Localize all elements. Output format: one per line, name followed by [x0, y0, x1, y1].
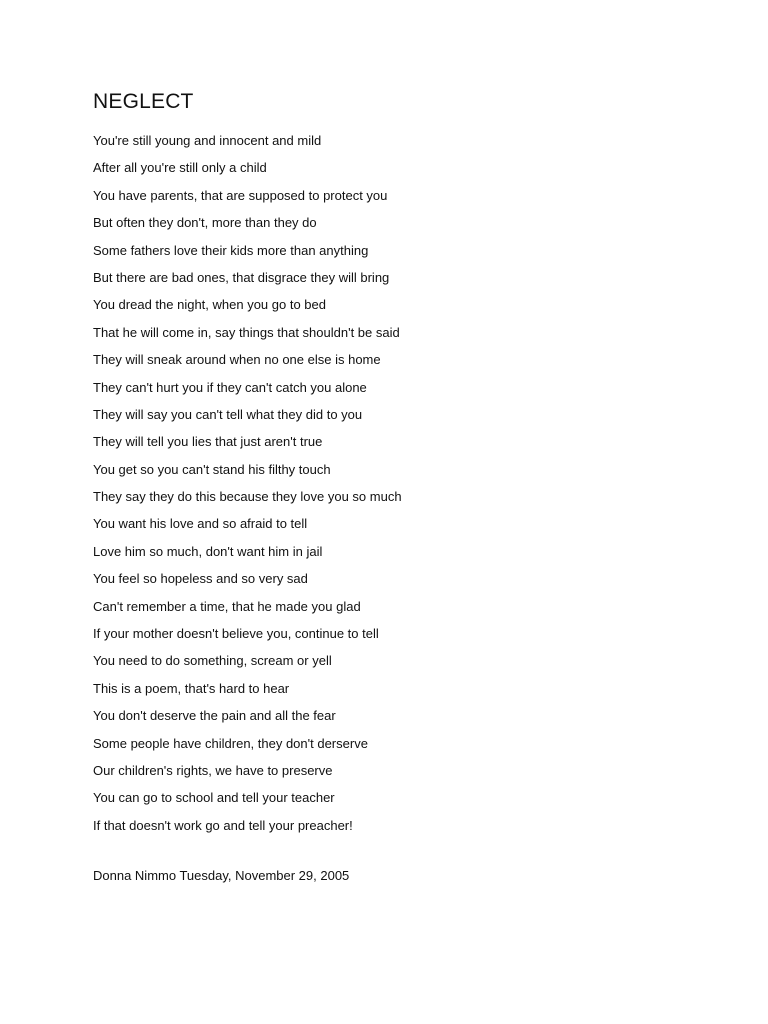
poem-line: Some fathers love their kids more than anything	[93, 242, 369, 258]
poem-line: You're still young and innocent and mild	[93, 133, 322, 148]
poem-line: You have parents, that are supposed to protect you	[93, 187, 388, 203]
poem-line: That he will come in, say things that shouldn't be said	[93, 324, 400, 340]
poem-line: But there are bad ones, that disgrace they will bring	[93, 269, 390, 285]
poem-title: NEGLECT	[93, 90, 194, 113]
poem-line: You can go to school and tell your teacher	[93, 790, 335, 806]
poem-body	[93, 127, 402, 839]
poem-line: Some people have children, they don't derserve	[93, 735, 368, 751]
poem-line: They will tell you lies that just aren't true	[93, 434, 323, 450]
poem-line: After all you're still only a child	[93, 160, 267, 176]
poem-line: This is a poem, that's hard to hear	[93, 680, 290, 696]
poem-line: You dread the night, when you go to bed	[93, 297, 326, 313]
poem-line: They will sneak around when no one else is home	[93, 352, 381, 368]
author-signature-line: Donna Nimmo Tuesday, November 29, 2005	[93, 868, 350, 883]
poem-line: You need to do something, scream or yell	[93, 653, 332, 669]
poem-line: Can't remember a time, that he made you glad	[93, 598, 361, 614]
poem-line: Love him so much, don't want him in jail	[93, 543, 323, 559]
poem-line: Our children's rights, we have to preserve	[93, 762, 333, 778]
poem-line: They can't hurt you if they can't catch you alone	[93, 379, 367, 395]
poem-line: You don't deserve the pain and all the fear	[93, 708, 336, 724]
poem-line: But often they don't, more than they do	[93, 215, 317, 231]
poem-line: If your mother doesn't believe you, continue to tell	[93, 626, 379, 642]
poem-line: You want his love and so afraid to tell	[93, 516, 308, 532]
poem-line: You get so you can't stand his filthy touch	[93, 461, 331, 477]
poem-line: If that doesn't work go and tell your preacher!	[93, 817, 353, 833]
poem-line: They will say you can't tell what they did to you	[93, 406, 363, 422]
poem-line: You feel so hopeless and so very sad	[93, 571, 308, 587]
poem-line: They say they do this because they love you so much	[93, 489, 402, 505]
